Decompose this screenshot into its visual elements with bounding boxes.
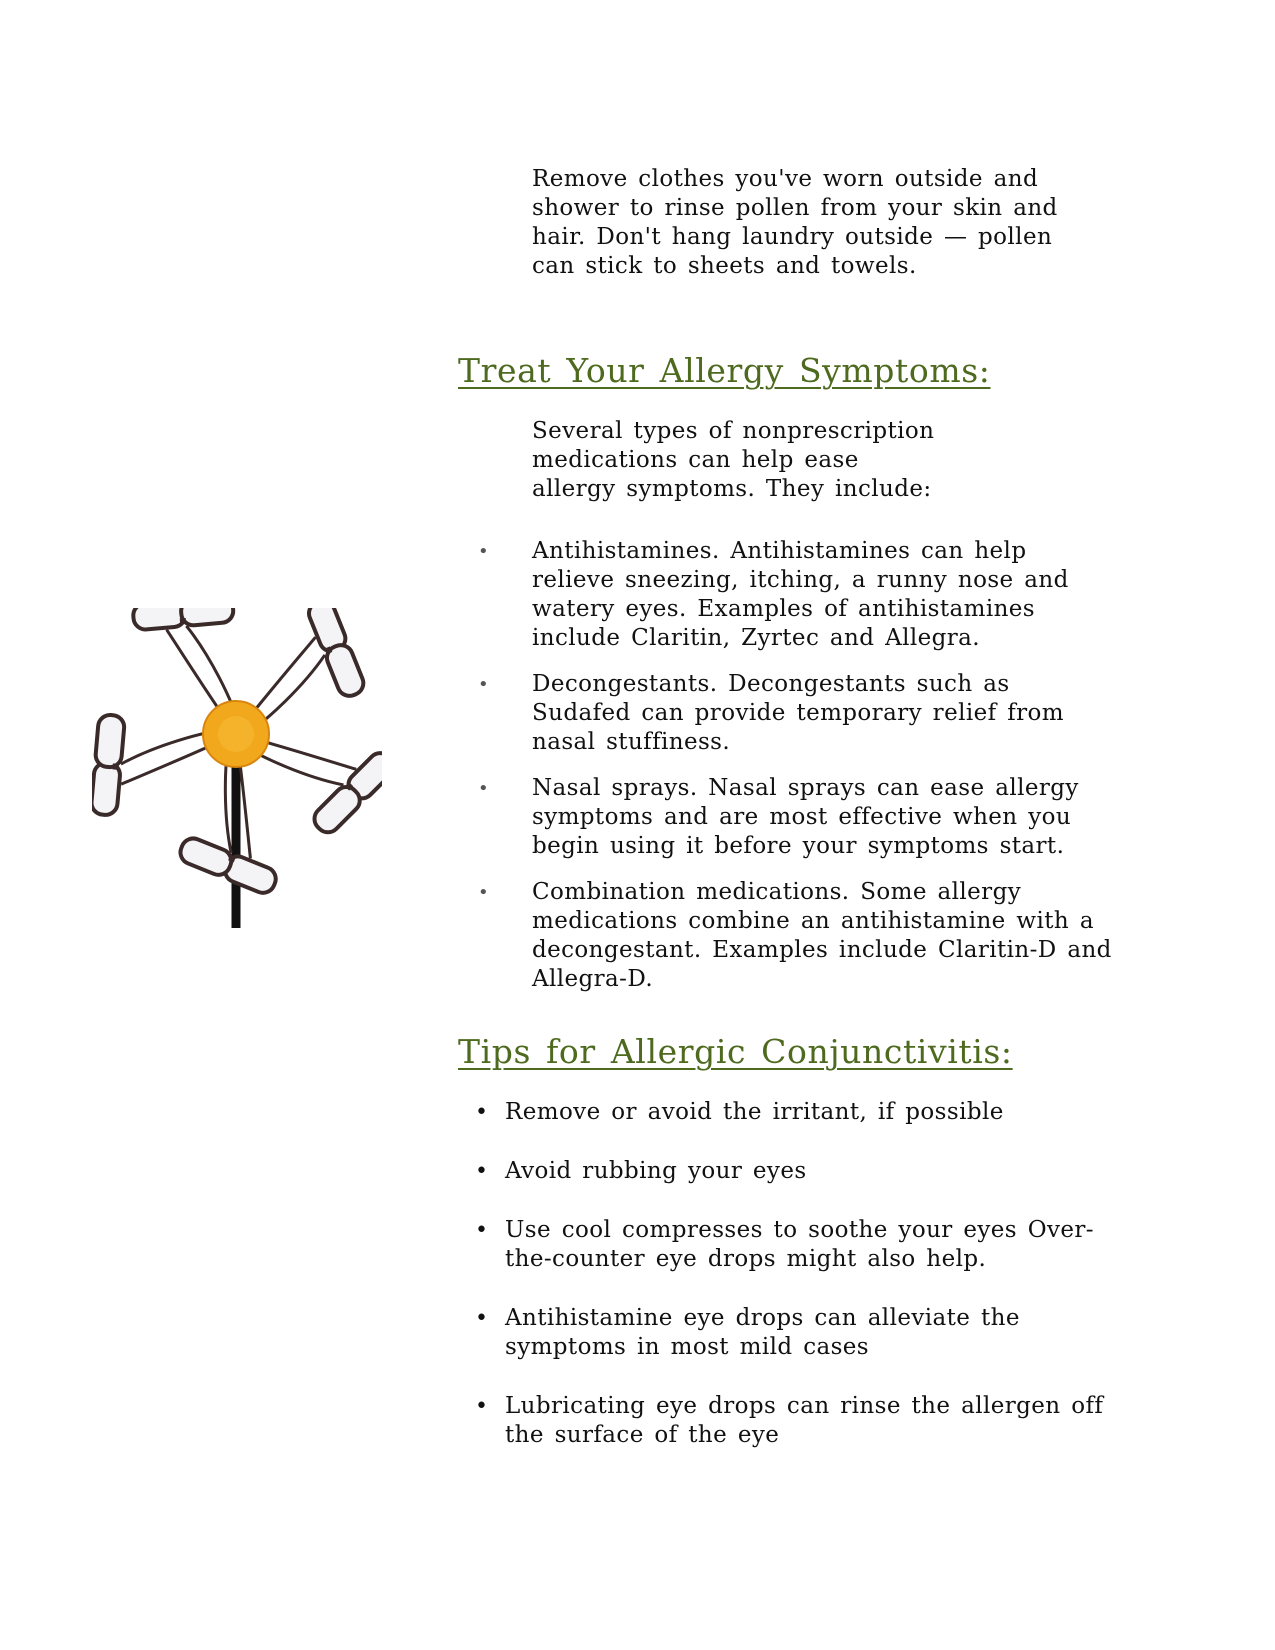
medication-list xyxy=(478,537,1118,994)
treat-heading: Treat Your Allergy Symptoms: xyxy=(458,351,991,390)
list-item xyxy=(478,774,1118,861)
list-item-text: Avoid rubbing your eyes xyxy=(505,1158,807,1184)
list-item xyxy=(472,1157,1112,1186)
list-item-text: Antihistamine eye drops can alleviate the symptoms in most mild cases xyxy=(505,1305,1020,1360)
bullet: • xyxy=(478,882,490,903)
bullet: • xyxy=(475,1218,489,1243)
list-item-text: Remove or avoid the irritant, if possible xyxy=(505,1099,1004,1125)
bullet: • xyxy=(475,1100,489,1125)
treat-intro-paragraph: Several types of nonprescription medications can help ease allergy symptoms. They include: xyxy=(532,418,935,502)
intro-paragraph: Remove clothes you've worn outside and shower to rinse pollen from your skin and hair. Don't hang laundry outside — pollen can stick to sheets and towels. xyxy=(532,166,1058,279)
list-item xyxy=(472,1216,1112,1274)
tips-list xyxy=(472,1098,1112,1450)
tips-heading: Tips for Allergic Conjunctivitis: xyxy=(458,1032,1013,1071)
bullet: • xyxy=(478,778,490,799)
list-item xyxy=(478,878,1118,994)
bullet: • xyxy=(475,1394,489,1419)
list-item-text: Combination medications. Some allergy medications combine an antihistamine with a decongestant. Examples include Claritin-D and Allegra-D. xyxy=(532,879,1112,992)
eyeglasses-flower-illustration xyxy=(92,608,382,928)
bullet: • xyxy=(475,1306,489,1331)
list-item xyxy=(478,670,1118,757)
list-item-text: Antihistamines. Antihistamines can help relieve sneezing, itching, a runny nose and watery eyes. Examples of antihistamines include Claritin, Zyrtec and Allegra. xyxy=(532,538,1069,651)
list-item xyxy=(478,537,1118,653)
bullet: • xyxy=(478,674,490,695)
list-item-text: Nasal sprays. Nasal sprays can ease allergy symptoms and are most effective when you begin using it before your symptoms start. xyxy=(532,775,1079,859)
list-item-text: Use cool compresses to soothe your eyes Over-the-counter eye drops might also help. xyxy=(505,1217,1094,1272)
list-item xyxy=(472,1304,1112,1362)
list-item xyxy=(472,1098,1112,1127)
list-item-text: Decongestants. Decongestants such as Sudafed can provide temporary relief from nasal stuffiness. xyxy=(532,671,1064,755)
list-item xyxy=(472,1392,1112,1450)
bullet: • xyxy=(475,1159,489,1184)
list-item-text: Lubricating eye drops can rinse the allergen off the surface of the eye xyxy=(505,1393,1104,1448)
bullet: • xyxy=(478,541,490,562)
